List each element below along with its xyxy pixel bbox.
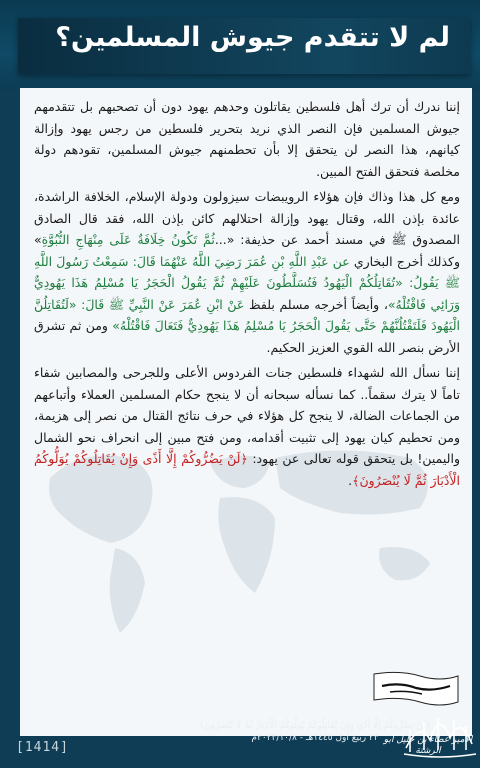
header (0, 0, 480, 90)
hadith-muslim: عَنْ ابْنِ عُمَرَ عَنْ النَّبِيِّ ﷺ قَالَ: «لَتُقَاتِلُنَّ الْيَهُودَ فَلَتَقْتُلُنَّهُمْ حَتَّى يَقُولَ الْحَجَرُ يَا مُسْلِمُ هَذَا يَهُودِيٌّ فَتَعَالَ فَاقْتُلْهُ» (34, 296, 460, 333)
article-panel (20, 88, 472, 736)
quran-verse: ﴿لَنْ يَضُرُّوكُمْ إِلَّا أَذًى وَإِنْ يُقَاتِلُوكُمْ يُوَلُّوكُمُ الْأَدْبَارَ ثُمَّ لَا يُنْصَرُونَ﴾ (34, 451, 460, 488)
hadith-bukhari: عن عَبْدِ اللَّهِ بْنِ عُمَرَ رَضِيَ اللَّهُ عَنْهُمَا قَالَ: سَمِعْتُ رَسُولَ اللَّهِ ﷺ يَقُولُ: «تُقَاتِلُكُمْ الْيَهُودُ فَتُسَلَّطُونَ عَلَيْهِمْ ثُمَّ يَقُولُ الْحَجَرُ يَا مُسْلِمُ هَذَا يَهُودِيٌّ وَرَائِي فَاقْتُلْهُ» (34, 253, 460, 312)
hadith-khilafah: ثُمَّ تَكُونُ خِلَافَةٌ عَلَى مِنْهَاجِ النُّبُوَّةِ (41, 232, 215, 247)
publisher-signature: الأمير عطاء بن خليل أبو الرشتة (383, 735, 473, 756)
caption-verse: ﴿لَنْ يَضُرُّوكُمْ إِلَّا أَذًى وَإِنْ يُقَاتِلُوكُمْ يُوَلُّوكُمُ الْأَدْبَارَ ثُمَّ لَا يُنْصَرُونَ﴾ (198, 721, 432, 731)
paragraph-2-bridge: » وكذلك أخرج البخاري (34, 232, 460, 269)
page-title: لم لا تتقدم جيوش المسلمين؟ (55, 22, 450, 53)
paragraph-2-intro: ومع كل هذا وذاك فإن هؤلاء الرويبضات سيزولون ودولة الإسلام، الخلافة الراشدة، عائدة بإذن الله، وقتال يهود وإزالة احتلالهم كائن بإذن الله، فقد قال الصادق المصدوق ﷺ في مسند أحمد عن حذيفة: «... (34, 189, 460, 247)
article-body (34, 96, 460, 495)
issue-number: [1414] (16, 740, 69, 755)
paragraph-2-bridge-2: ، وأيضاً أخرجه مسلم بلفظ (244, 296, 388, 312)
paragraph-3-end: . (348, 472, 353, 488)
paragraph-2 (34, 186, 460, 358)
paragraph-2-end: ومن ثم تشرق الأرض بنصر الله القوي العزيز الحكيم. (34, 318, 460, 355)
paragraph-3-text: إننا نسأل الله لشهداء فلسطين جنات الفردوس الأعلى وللجرحى والمصابين شفاء تاماً لا يترك سقماً.. كما نسأله سبحانه أن لا ينجح حكام المسلمين العملاء وأتباعهم من الجماعات الضالة، لا ينجح كل هؤلاء في حرف نتائج القتال من نصر إلى هزيمة، ومن تحطيم كيان يهود إلى تثبيت أقدامه، ومن فتح مبين إلى انحراف نحو الشمال واليمين! بل يتحقق قوله تعالى عن يهود: (34, 365, 460, 466)
paragraph-3 (34, 362, 460, 491)
paragraph-1: إننا ندرك أن ترك أهل فلسطين يقاتلون وحدهم يهود دون أن تصحبهم بل تتقدمهم جيوش المسلمين فإن النصر الذي نريد بتحرير فلسطين من رجس يهود وإزالة كيانهم، هذا النصر لن يتحقق إلا بأن تحطمنهم جيوش المسلمين، تقودهم دولة مخلصة فتحقق الفتح المبين. (34, 99, 460, 179)
caption-date: ٢٣ ربيع أول ١٤٤٥هـ - ٢٠٢٣/١٠/٨م (251, 733, 379, 743)
